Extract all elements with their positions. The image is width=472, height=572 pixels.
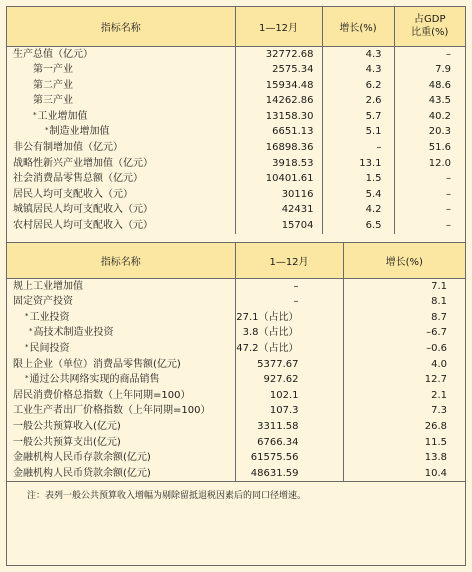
value-cell: 27.1（占比） <box>235 310 343 326</box>
table2-body <box>7 278 465 481</box>
indicator-label: 城镇居民人均可支配收入（元） <box>13 204 153 216</box>
indicator-name-cell <box>7 310 235 326</box>
value-cell: 47.2（占比） <box>235 341 343 357</box>
table-row <box>7 93 465 109</box>
growth-cell: 26.8 <box>424 420 447 432</box>
indicator-label: 第一产业 <box>33 64 73 76</box>
gdp-share-cell: – <box>446 188 451 200</box>
indicator-name-cell <box>7 341 235 357</box>
indicator-label: 一般公共预算支出(亿元) <box>13 436 121 448</box>
value-cell: 927.62 <box>235 372 343 388</box>
indicator-name-cell <box>7 62 235 78</box>
table-row <box>7 310 465 326</box>
value-cell: – <box>235 278 343 294</box>
growth-cell: 7.3 <box>431 405 447 417</box>
table-row <box>7 278 465 294</box>
value-cell: 42431 <box>235 202 322 218</box>
value-cell: 48631.59 <box>235 466 343 482</box>
growth-cell: 4.0 <box>431 358 447 370</box>
indicator-name-cell <box>7 93 235 109</box>
indicator-name-cell <box>7 140 235 156</box>
value-cell: 15704 <box>235 218 322 234</box>
value-cell: 3918.53 <box>235 156 322 172</box>
indicator-label: 规上工业增加值 <box>13 280 83 292</box>
growth-cell: 2.1 <box>431 389 447 401</box>
header-indicator-name: 指标名称 <box>7 7 235 46</box>
table-row <box>7 372 465 388</box>
value-cell: 5377.67 <box>235 357 343 373</box>
growth-cell: 8.1 <box>431 296 447 308</box>
indicator-label: 高技术制造业投资 <box>33 327 114 339</box>
value-cell: 13158.30 <box>235 109 322 125</box>
asterisk-mark: * <box>25 374 29 383</box>
gdp-share-cell: – <box>446 204 451 216</box>
gdp-share-cell: – <box>446 220 451 232</box>
indicator-label: 通过公共网络实现的商品销售 <box>29 374 160 386</box>
growth-cell: 5.7 <box>322 109 394 125</box>
gdp-share-cell: 40.2 <box>428 110 451 122</box>
growth-cell: 5.4 <box>322 187 394 203</box>
indicator-name-cell <box>7 278 235 294</box>
growth-cell: 4.3 <box>322 46 394 62</box>
table-row <box>7 109 465 125</box>
indicator-label: 工业增加值 <box>37 110 88 122</box>
gdp-share-cell: 48.6 <box>428 79 451 91</box>
header-indicator-name-2: 指标名称 <box>7 242 235 278</box>
indicator-name-cell <box>7 187 235 203</box>
table-spacer <box>7 234 465 242</box>
table-row <box>7 466 465 482</box>
indicator-name-cell <box>7 403 235 419</box>
table-row <box>7 187 465 203</box>
indicator-name-cell <box>7 294 235 310</box>
indicator-label: 居民消费价格总指数（上年同期=100） <box>13 389 191 401</box>
header-gdp-line2: 比重(%) <box>411 27 449 39</box>
indicator-label: 居民人均可支配收入（元） <box>13 188 133 200</box>
header-gdp-share <box>394 7 465 46</box>
growth-cell: 4.2 <box>322 202 394 218</box>
growth-cell: 4.3 <box>322 62 394 78</box>
value-cell: 6651.13 <box>235 124 322 140</box>
table-row <box>7 294 465 310</box>
table-row <box>7 403 465 419</box>
stats-document <box>6 6 466 566</box>
gdp-share-cell: – <box>446 48 451 60</box>
growth-cell: 7.1 <box>431 280 447 292</box>
header-growth-2: 增长(%) <box>343 242 465 278</box>
asterisk-mark: * <box>25 311 29 320</box>
indicator-label: 固定资产投资 <box>13 296 73 308</box>
indicator-name-cell <box>7 218 235 234</box>
indicator-name-cell <box>7 435 235 451</box>
gdp-share-cell: 12.0 <box>428 157 451 169</box>
gdp-share-cell: 7.9 <box>435 64 451 76</box>
value-cell: 102.1 <box>235 388 343 404</box>
indicator-label: 生产总值（亿元） <box>13 48 93 60</box>
table-row <box>7 450 465 466</box>
table-row <box>7 171 465 187</box>
table2-header-row <box>7 242 465 278</box>
growth-cell: 2.6 <box>322 93 394 109</box>
gdp-share-cell: 20.3 <box>428 126 451 138</box>
growth-cell: –6.7 <box>426 327 447 339</box>
indicator-label: 一般公共预算收入(亿元) <box>13 420 121 432</box>
table-row <box>7 419 465 435</box>
value-cell: 6766.34 <box>235 435 343 451</box>
table-row <box>7 124 465 140</box>
value-cell: 15934.48 <box>235 78 322 94</box>
header-period-2: 1—12月 <box>235 242 343 278</box>
growth-cell: 6.5 <box>322 218 394 234</box>
growth-cell: 5.1 <box>322 124 394 140</box>
gdp-share-cell: – <box>446 173 451 185</box>
value-cell: 3.8（占比） <box>235 325 343 341</box>
indicator-label: 第二产业 <box>33 79 73 91</box>
indicator-name-cell <box>7 124 235 140</box>
indicator-name-cell <box>7 202 235 218</box>
indicator-label: 社会消费品零售总额（亿元） <box>13 173 143 185</box>
value-cell: 32772.68 <box>235 46 322 62</box>
indicator-name-cell <box>7 372 235 388</box>
growth-cell: – <box>322 140 394 156</box>
value-cell: 3311.58 <box>235 419 343 435</box>
growth-cell: 6.2 <box>322 78 394 94</box>
growth-cell: 8.7 <box>431 311 447 323</box>
table-row <box>7 140 465 156</box>
indicator-label: 金融机构人民币存款余额(亿元) <box>13 452 151 464</box>
indicator-name-cell <box>7 388 235 404</box>
indicator-name-cell <box>7 419 235 435</box>
table-row <box>7 46 465 62</box>
indicator-name-cell <box>7 325 235 341</box>
header-gdp-line1: 占GDP <box>414 14 446 26</box>
indicator-name-cell <box>7 78 235 94</box>
table-row <box>7 62 465 78</box>
header-growth: 增长(%) <box>322 7 394 46</box>
gdp-share-cell: 51.6 <box>428 142 451 154</box>
footnote: 注：表列一般公共预算收入增幅为剔除留抵退税因素后的同口径增速。 <box>7 481 465 510</box>
indicator-label: 限上企业（单位）消费品零售额(亿元) <box>13 358 181 370</box>
growth-cell: 11.5 <box>424 436 447 448</box>
indicator-label: 民间投资 <box>29 343 70 354</box>
indicator-label: 战略性新兴产业增加值（亿元） <box>13 157 153 169</box>
growth-cell: –0.6 <box>426 343 447 354</box>
indicator-label: 工业投资 <box>29 311 70 323</box>
indicator-label: 工业生产者出厂价格指数（上年同期=100） <box>13 405 211 417</box>
table-row <box>7 156 465 172</box>
table-row <box>7 357 465 373</box>
table1-header-row <box>7 7 465 46</box>
asterisk-mark: * <box>29 327 33 336</box>
growth-cell: 12.7 <box>424 374 447 386</box>
header-period: 1—12月 <box>235 7 322 46</box>
growth-cell: 1.5 <box>322 171 394 187</box>
growth-indicators-table <box>7 242 465 482</box>
table-row <box>7 435 465 451</box>
indicator-name-cell <box>7 357 235 373</box>
growth-cell: 13.8 <box>424 452 447 464</box>
growth-cell: 10.4 <box>424 467 447 479</box>
indicator-name-cell <box>7 46 235 62</box>
asterisk-mark: * <box>45 126 49 135</box>
asterisk-mark: * <box>33 110 37 119</box>
value-cell: 10401.61 <box>235 171 322 187</box>
gdp-share-cell: 43.5 <box>428 95 451 107</box>
asterisk-mark: * <box>25 343 29 351</box>
growth-cell: 13.1 <box>322 156 394 172</box>
indicator-label: 农村居民人均可支配收入（元） <box>13 220 153 232</box>
table-row <box>7 325 465 341</box>
value-cell: 61575.56 <box>235 450 343 466</box>
table-row <box>7 341 465 357</box>
value-cell: 16898.36 <box>235 140 322 156</box>
value-cell: 14262.86 <box>235 93 322 109</box>
indicator-name-cell <box>7 450 235 466</box>
table-row <box>7 78 465 94</box>
table-row <box>7 388 465 404</box>
indicator-name-cell <box>7 109 235 125</box>
value-cell: 30116 <box>235 187 322 203</box>
economic-indicators-table <box>7 7 465 234</box>
indicator-name-cell <box>7 171 235 187</box>
indicator-label: 非公有制增加值（亿元） <box>13 142 123 154</box>
indicator-label: 制造业增加值 <box>49 126 110 138</box>
value-cell: 2575.34 <box>235 62 322 78</box>
table-row <box>7 202 465 218</box>
value-cell: 107.3 <box>235 403 343 419</box>
indicator-name-cell <box>7 156 235 172</box>
indicator-label: 第三产业 <box>33 95 73 107</box>
table-row <box>7 218 465 234</box>
indicator-name-cell <box>7 466 235 482</box>
value-cell: – <box>235 294 343 310</box>
indicator-label: 金融机构人民币贷款余额(亿元) <box>13 467 151 479</box>
table1-body <box>7 46 465 234</box>
